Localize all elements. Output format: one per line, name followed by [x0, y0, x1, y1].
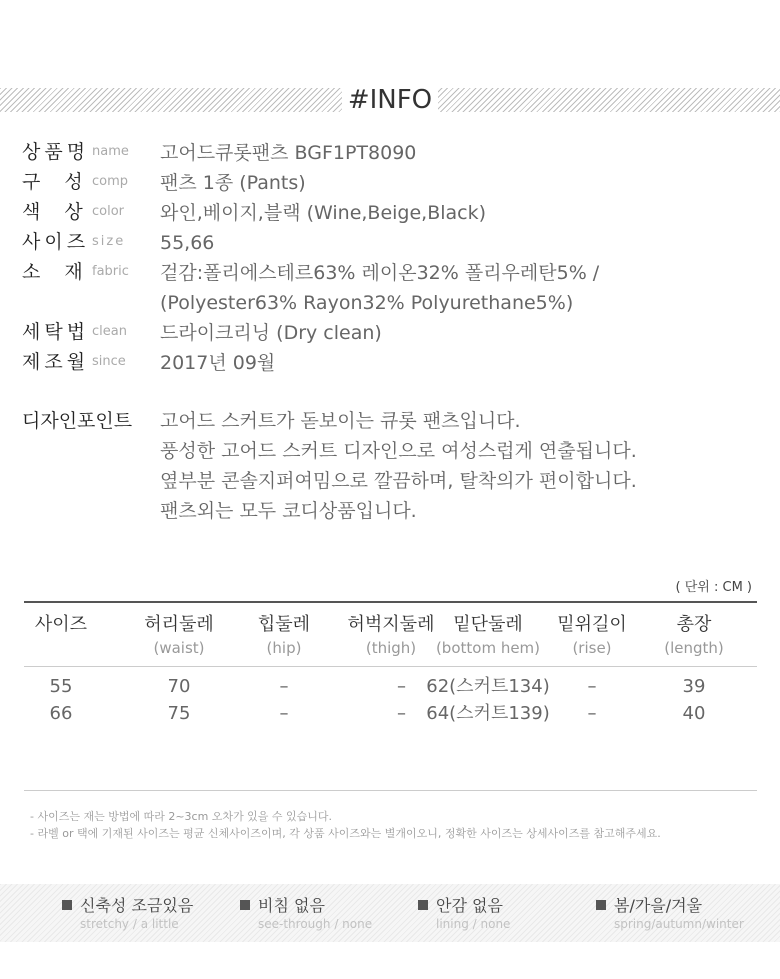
- spec-row-comp: [22, 168, 762, 198]
- feature-seethrough-label: 비침 없음: [258, 896, 325, 915]
- cell-hem: 64(스커트139): [426, 703, 550, 724]
- header-length-sub: (length): [664, 639, 724, 657]
- info-title: #INFO: [0, 84, 780, 116]
- header-length: [652, 603, 736, 659]
- spec-value-since: 2017년 09월: [160, 352, 276, 374]
- feature-lining-label: 안감 없음: [436, 896, 503, 915]
- spec-sub-fabric: fabric: [92, 264, 129, 279]
- cell-hip: –: [279, 703, 289, 724]
- header-hem: [428, 603, 548, 659]
- feature-bar: [0, 884, 780, 942]
- table-row: [24, 700, 757, 727]
- cell-waist: 70: [167, 676, 191, 697]
- square-bullet-icon: [596, 900, 606, 910]
- cell-size: 66: [49, 703, 73, 724]
- square-bullet-icon: [240, 900, 250, 910]
- size-table: [24, 601, 757, 727]
- spec-sub-comp: comp: [92, 174, 129, 189]
- header-thigh-label: 허벅지둘레: [347, 614, 435, 635]
- design-point-line: 고어드 스커트가 돋보이는 큐롯 팬츠입니다.: [160, 410, 521, 432]
- spec-value-name: 고어드큐롯팬츠 BGF1PT8090: [160, 142, 417, 164]
- cell-length: 39: [682, 676, 706, 697]
- header-waist: [124, 603, 234, 659]
- feature-stretch: [62, 896, 193, 932]
- spec-value-clean: 드라이크리닝 (Dry clean): [160, 322, 382, 344]
- header-waist-sub: (waist): [153, 639, 205, 657]
- size-table-header: [24, 603, 757, 667]
- feature-lining-sub: lining / none: [436, 917, 511, 931]
- design-point-line: 옆부분 콘솔지퍼여밈으로 깔끔하며, 탈착의가 편이합니다.: [160, 470, 637, 492]
- divider: [24, 790, 757, 791]
- header-hip-sub: (hip): [266, 639, 302, 657]
- spec-row-since: [22, 348, 762, 378]
- header-rise-label: 밑위길이: [557, 614, 627, 635]
- spec-label-size: 사이즈: [22, 231, 90, 253]
- table-row: [24, 673, 757, 700]
- spec-label-since: 제조월: [22, 351, 90, 373]
- feature-lining: [418, 896, 510, 932]
- square-bullet-icon: [418, 900, 428, 910]
- spec-row-clean: [22, 318, 762, 348]
- spec-value-color: 와인,베이지,블랙 (Wine,Beige,Black): [160, 202, 487, 224]
- spec-row-size: [22, 228, 762, 258]
- header-length-label: 총장: [676, 614, 712, 635]
- spec-sub-since: since: [92, 354, 126, 369]
- cell-thigh: –: [397, 676, 406, 697]
- spec-row-fabric: [22, 258, 762, 318]
- spec-value-size: 55,66: [160, 232, 215, 254]
- feature-seethrough-sub: see-through / none: [258, 917, 373, 931]
- spec-value-fabric: 겉감:폴리에스테르63% 레이온32% 폴리우레탄5% / (Polyester63% Rayon32% Polyurethane5%): [160, 262, 600, 314]
- header-hip: [244, 603, 324, 659]
- spec-sub-clean: clean: [92, 324, 127, 339]
- spec-label-fabric: 소 재: [22, 261, 87, 283]
- cell-hem: 62(스커트134): [426, 676, 550, 697]
- feature-season-sub: spring/autumn/winter: [614, 917, 744, 931]
- spec-label-name: 상품명: [22, 141, 90, 163]
- header-rise-sub: (rise): [572, 639, 612, 657]
- feature-season-label: 봄/가을/겨울: [614, 896, 703, 915]
- spec-sub-name: name: [92, 144, 129, 159]
- design-point-line: 풍성한 고어드 스커트 디자인으로 여성스럽게 연출됩니다.: [160, 440, 637, 462]
- size-table-body: [24, 667, 757, 727]
- spec-row-name: [22, 138, 762, 168]
- unit-label: ( 단위 : CM ): [675, 580, 752, 595]
- header-size: [24, 603, 98, 637]
- design-point-line: 팬츠외는 모두 코디상품입니다.: [160, 500, 417, 522]
- cell-hip: –: [279, 676, 289, 697]
- feature-seethrough: [240, 896, 372, 932]
- cell-length: 40: [682, 703, 706, 724]
- feature-stretch-sub: stretchy / a little: [80, 917, 179, 931]
- cell-rise: –: [587, 703, 597, 724]
- header-thigh-sub: (thigh): [365, 639, 417, 657]
- spec-list: [22, 138, 762, 378]
- square-bullet-icon: [62, 900, 72, 910]
- spec-row-color: [22, 198, 762, 228]
- cell-size: 55: [49, 676, 73, 697]
- note-line: - 라벨 or 택에 기재된 사이즈는 평균 신체사이즈이며, 각 상품 사이즈와는 별개이오니, 정확한 사이즈는 상세사이즈를 참고해주세요.: [30, 827, 661, 840]
- header-hip-label: 힙둘레: [257, 614, 311, 635]
- spec-label-clean: 세탁법: [22, 321, 90, 343]
- header-rise: [550, 603, 634, 659]
- cell-waist: 75: [167, 703, 191, 724]
- spec-sub-size: size: [92, 234, 126, 249]
- spec-label-comp: 구 성: [22, 171, 87, 193]
- header-hem-label: 밑단둘레: [453, 614, 523, 635]
- spec-sub-color: color: [92, 204, 125, 219]
- note-line: - 사이즈는 재는 방법에 따라 2~3cm 오차가 있을 수 있습니다.: [30, 810, 333, 823]
- spec-label-color: 색 상: [22, 201, 87, 223]
- header-hem-sub: (bottom hem): [435, 639, 541, 657]
- cell-rise: –: [587, 676, 597, 697]
- header-size-label: 사이즈: [34, 614, 88, 635]
- feature-season: [596, 896, 744, 932]
- cell-thigh: –: [397, 703, 406, 724]
- header-waist-label: 허리둘레: [144, 614, 214, 635]
- design-point-lines: [160, 406, 637, 526]
- spec-value-comp: 팬츠 1종 (Pants): [160, 172, 306, 194]
- design-point-label: 디자인포인트: [22, 410, 133, 432]
- size-notes: [30, 808, 661, 842]
- feature-stretch-label: 신축성 조금있음: [80, 896, 194, 915]
